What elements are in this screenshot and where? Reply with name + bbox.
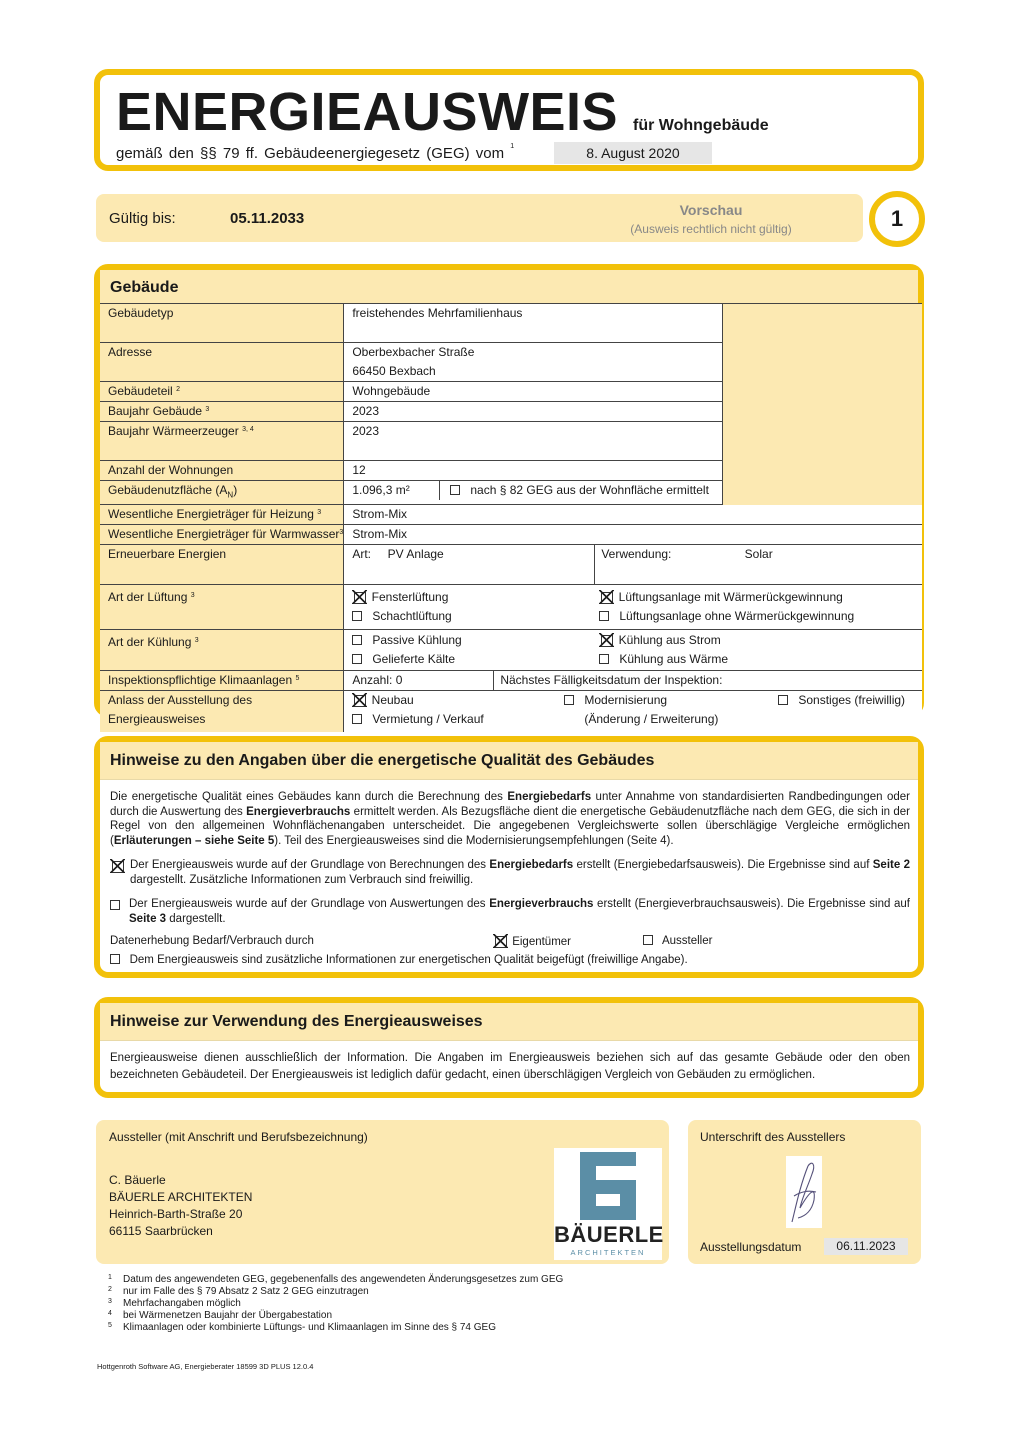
collect-owner-label: Eigentümer [512, 936, 572, 948]
part-label-text: Gebäudeteil [108, 384, 173, 398]
vent-window-option [352, 588, 599, 607]
footnote-2-text: nur im Falle des § 79 Absatz 2 Satz 2 GEG einzutragen [123, 1286, 369, 1297]
cool-passive-label: Passive Kühlung [372, 633, 462, 648]
footnote-3-text: Mehrfachangaben möglich [123, 1298, 241, 1309]
demand-option [110, 858, 910, 887]
photo-area [723, 304, 922, 525]
heater-year-value: 2023 [344, 422, 723, 461]
vent-recovery-label: Lüftungsanlage mit Wärmerückgewinnung [618, 590, 843, 605]
reason-new-option [352, 691, 564, 710]
vent-shaft-option [352, 607, 599, 626]
cool-delivered-checkbox[interactable] [352, 654, 362, 664]
c1-d: Seite 2 [872, 859, 911, 871]
consumption-checkbox[interactable] [110, 900, 120, 910]
reason-other-checkbox[interactable] [778, 695, 788, 705]
issuer-city: 66115 Saarbrücken [109, 1224, 213, 1238]
ac-label [100, 671, 344, 691]
part-value: Wohngebäude [344, 382, 723, 402]
cooling-label [100, 630, 344, 671]
building-section [94, 264, 924, 727]
heater-year-label-text: Baujahr Wärmeerzeuger [108, 424, 239, 438]
ac-count: Anzahl: 0 [344, 671, 494, 690]
footnote-5 [108, 1322, 808, 1334]
document-subtitle: für Wohngebäude [633, 117, 769, 134]
cool-power-option [599, 631, 728, 650]
collect-issuer-label: Aussteller [661, 935, 713, 947]
ac-next: Nächstes Fälligkeitsdatum der Inspektion: [500, 673, 723, 688]
reason-mod-note: (Änderung / Erweiterung) [584, 712, 719, 727]
qp-b: Energiebedarfs [507, 791, 592, 803]
page-number: 1 [890, 206, 904, 231]
qp-f: Erläuterungen – siehe Seite 5 [113, 834, 275, 847]
part-sup: 2 [176, 386, 180, 393]
part-label [100, 382, 344, 402]
footnote-1-text: Datum des angewendeten GEG, gegebenenfalls des angewendeten Änderungsgesetzes zum GEG [123, 1274, 564, 1285]
vent-window-label: Fensterlüftung [371, 590, 449, 605]
footnote-4 [108, 1310, 808, 1322]
signature-label: Unterschrift des Ausstellers [700, 1130, 846, 1144]
ventilation-sup: 3 [190, 592, 195, 600]
reason-cell [344, 691, 922, 733]
renewable-label: Erneuerbare Energien [100, 545, 344, 585]
reason-mod-option [564, 691, 778, 710]
ventilation-cell [344, 585, 922, 630]
table-row [100, 630, 922, 671]
cooling-label-text: Art der Kühlung [108, 635, 192, 650]
table-row [100, 671, 922, 691]
footnote-5-text: Klimaanlagen oder kombinierte Lüftungs- und Klimaanlagen im Sinne des § 74 GEG [123, 1322, 496, 1333]
header-box [94, 69, 924, 171]
table-row [100, 525, 922, 545]
validity-date: 05.11.2033 [230, 210, 305, 227]
reason-label-1: Anlass der Ausstellung des [108, 693, 253, 708]
cool-passive-checkbox[interactable] [352, 635, 362, 645]
reason-rent-option [352, 710, 564, 729]
area-cell [344, 481, 723, 505]
footnote-1 [108, 1274, 808, 1286]
renewable-kind-value: PV Anlage [387, 547, 444, 562]
preview-label: Vorschau [679, 202, 743, 218]
area-option [440, 481, 719, 500]
footnote-2 [108, 1286, 808, 1298]
legal-basis-sup: 1 [510, 143, 515, 150]
preview-note: (Ausweis rechtlich nicht gültig) [630, 222, 792, 236]
vent-recovery-option [599, 588, 854, 607]
quality-section [94, 736, 924, 978]
cool-power-checkbox[interactable] [599, 633, 615, 647]
qp-d: Energieverbrauchs [246, 805, 351, 818]
footnotes [108, 1274, 808, 1334]
heating-carrier-label [100, 505, 344, 525]
c2-d: Seite 3 [129, 912, 167, 925]
cool-heat-label: Kühlung aus Wärme [619, 652, 729, 667]
usage-section [94, 997, 924, 1098]
vent-shaft-label: Schachtlüftung [372, 609, 452, 624]
table-row [100, 505, 922, 525]
legal-basis [116, 145, 514, 162]
demand-checkbox[interactable] [110, 859, 126, 873]
c1-c: erstellt (Energiebedarfsausweis). Die Ergebnisse sind auf [573, 859, 873, 871]
c1-a: Der Energieausweis wurde auf der Grundlage von Berechnungen des [130, 859, 490, 871]
validity-panel [96, 194, 863, 242]
issuer-street: Heinrich-Barth-Straße 20 [109, 1207, 243, 1221]
reason-mod-checkbox[interactable] [564, 695, 574, 705]
c2-c: erstellt (Energieverbrauchsausweis). Die Ergebnisse sind auf [593, 898, 911, 910]
renewable-use-label: Verwendung: [601, 547, 672, 562]
qp-e: ermittelt werden. Als Bezugsfläche dient die energetische Gebäudenutzfläche nach dem GEG, die sich in der Regel von den allgemeinen Wohnflächenangaben unterscheidet. Die angegebenen Vergleichswerte sollen überschlägige Vergleiche ermöglichen ( [110, 805, 911, 847]
ac-cell [344, 671, 922, 691]
ventilation-label [100, 585, 344, 630]
issuer-label: Aussteller (mit Anschrift und Berufsbezeichnung) [109, 1130, 368, 1144]
logo-text: BÄUERLE [554, 1222, 664, 1247]
cooling-sup: 3 [194, 637, 199, 645]
footnote-5-num: 5 [108, 1322, 112, 1329]
issue-date: 06.11.2023 [824, 1238, 908, 1255]
extra-info-option [110, 953, 910, 968]
footnote-3-num: 3 [108, 1298, 112, 1305]
cool-heat-checkbox[interactable] [599, 654, 609, 664]
footnote-4-text: bei Wärmenetzen Baujahr der Übergabestation [123, 1310, 333, 1321]
area-option-checkbox[interactable] [450, 485, 460, 495]
address-line1: Oberbexbacher Straße [344, 343, 723, 363]
c2-b: Energieverbrauchs [489, 898, 594, 910]
quality-paragraph [110, 790, 910, 848]
renewable-kind-label: Art: [352, 547, 371, 562]
area-option-label: nach § 82 GEG aus der Wohnfläche ermittelt [470, 483, 709, 497]
reason-new-label: Neubau [371, 693, 414, 708]
extra-info-checkbox[interactable] [110, 954, 120, 964]
software-credit: Hottgenroth Software AG, Energieberater 18599 3D PLUS 12.0.4 [97, 1362, 314, 1371]
issuer-name: C. Bäuerle [109, 1173, 166, 1187]
ventilation-label-text: Art der Lüftung [108, 590, 188, 605]
type-label: Gebäudetyp [100, 304, 344, 343]
logo-mark-icon [554, 1150, 662, 1222]
address-label: Adresse [100, 343, 344, 382]
year-label [100, 402, 344, 422]
heating-carrier-sup: 3 [317, 509, 322, 517]
footnote-2-num: 2 [108, 1286, 112, 1293]
year-label-text: Baujahr Gebäude [108, 404, 203, 418]
reason-rent-label: Vermietung / Verkauf [372, 712, 484, 727]
cooling-cell [344, 630, 922, 671]
heater-year-label [100, 422, 344, 461]
c1-e: dargestellt. Zusätzliche Informationen zum Verbrauch sind freiwillig. [130, 873, 474, 886]
footnote-4-num: 4 [108, 1310, 112, 1317]
table-row [100, 545, 922, 585]
reason-other-label: Sonstiges (freiwillig) [798, 693, 906, 708]
water-carrier-sup: 3 [339, 529, 344, 537]
signature-panel [688, 1120, 921, 1264]
collect-issuer-checkbox[interactable] [643, 935, 653, 945]
cool-delivered-label: Gelieferte Kälte [372, 652, 456, 667]
cool-power-label: Kühlung aus Strom [618, 633, 721, 648]
signature-image [786, 1156, 822, 1228]
usage-title: Hinweise zur Verwendung des Energieausweises [100, 1003, 918, 1041]
consumption-option [110, 897, 910, 926]
data-collection-row [110, 934, 910, 949]
area-label-text: Gebäudenutzfläche (A [108, 483, 228, 497]
building-title: Gebäude [100, 270, 918, 303]
usage-text: Energieausweise dienen ausschließlich der Information. Die Angaben im Energieausweis beziehen sich auf das gesamte Gebäude oder den oben bezeichneten Gebäudeteil. Der Energieausweis ist lediglich dafür gedacht, einen überschlägigen Vergleich von Gebäuden zu ermöglichen. [110, 1052, 910, 1081]
cool-passive-option [352, 631, 599, 650]
issuer-panel [96, 1120, 669, 1264]
water-carrier-label-text: Wesentliche Energieträger für Warmwasser [108, 527, 340, 542]
units-value: 12 [344, 461, 723, 481]
page-number-badge [869, 191, 925, 247]
issuer-address [109, 1172, 252, 1240]
cool-delivered-option [352, 650, 599, 669]
footnote-3 [108, 1298, 808, 1310]
heating-carrier-value: Strom-Mix [344, 505, 922, 525]
building-table [100, 303, 922, 732]
validity-label: Gültig bis: [109, 210, 176, 227]
renewable-use [595, 545, 778, 584]
table-row [100, 691, 922, 733]
cool-heat-option [599, 650, 728, 669]
water-carrier-value: Strom-Mix [344, 525, 922, 545]
year-sup: 3 [205, 406, 210, 413]
type-value: freistehendes Mehrfamilienhaus [344, 304, 723, 343]
ac-sup: 5 [295, 675, 300, 683]
heating-carrier-label-text: Wesentliche Energieträger für Heizung [108, 507, 314, 522]
renewable-kind [344, 545, 595, 584]
area-value: 1.096,3 m² [344, 481, 440, 500]
collect-label: Datenerhebung Bedarf/Verbrauch durch [110, 935, 314, 947]
footnote-1-num: 1 [108, 1274, 112, 1281]
table-row [100, 585, 922, 630]
c2-a: Der Energieausweis wurde auf der Grundlage von Auswertungen des [129, 898, 490, 910]
table-row [100, 304, 922, 343]
logo-subtext: ARCHITEKTEN [570, 1248, 646, 1257]
renewable-cell [344, 545, 922, 585]
water-carrier-label [100, 525, 344, 545]
c1-b: Energiebedarfs [489, 859, 574, 871]
units-label: Anzahl der Wohnungen [100, 461, 344, 481]
year-value: 2023 [344, 402, 723, 422]
c2-e: dargestellt. [166, 912, 226, 925]
extra-info-label: Dem Energieausweis sind zusätzliche Informationen zur energetischen Qualität beigefügt (freiwillige Angabe). [129, 954, 688, 966]
company-logo [554, 1148, 662, 1260]
collect-owner-option [493, 934, 571, 950]
area-sub: N [227, 490, 234, 500]
reason-new-checkbox[interactable] [352, 693, 368, 707]
legal-basis-text: gemäß den §§ 79 ff. Gebäudeenergiegesetz (GEG) vom [116, 145, 505, 162]
heater-year-sup: 3, 4 [242, 426, 254, 433]
collect-issuer-option [643, 934, 712, 949]
signature-scribble-icon [786, 1156, 822, 1228]
reason-mod-label: Modernisierung [584, 693, 668, 708]
reason-label [100, 691, 344, 733]
ac-label-text: Inspektionspflichtige Klimaanlagen [108, 673, 293, 688]
renewable-use-value: Solar [744, 547, 773, 562]
issue-date-label: Ausstellungsdatum [700, 1240, 802, 1254]
area-label [100, 481, 344, 505]
reason-other-option [778, 691, 905, 710]
reason-label-2: Energieausweises [108, 712, 206, 727]
vent-no-recovery-option [599, 607, 854, 626]
qp-c: unter Annahme von standardisierten Randbedingungen oder durch die Auswertung des [110, 791, 910, 818]
area-label-end: ) [233, 483, 238, 497]
vent-recovery-checkbox[interactable] [599, 590, 615, 604]
legal-basis-date: 8. August 2020 [554, 142, 712, 164]
vent-shaft-checkbox[interactable] [352, 611, 362, 621]
address-line2: 66450 Bexbach [344, 362, 723, 382]
vent-window-checkbox[interactable] [352, 590, 368, 604]
reason-rent-checkbox[interactable] [352, 714, 362, 724]
quality-title: Hinweise zu den Angaben über die energetische Qualität des Gebäudes [100, 742, 918, 780]
vent-no-recovery-checkbox[interactable] [599, 611, 609, 621]
collect-owner-checkbox[interactable] [493, 934, 509, 948]
document-title: ENERGIEAUSWEIS [116, 82, 619, 142]
qp-a: Die energetische Qualität eines Gebäudes kann durch die Berechnung des [110, 791, 508, 803]
vent-no-recovery-label: Lüftungsanlage ohne Wärmerückgewinnung [619, 609, 855, 624]
issuer-company: BÄUERLE ARCHITEKTEN [109, 1190, 253, 1204]
qp-g: ). Teil des Energieausweises sind die Modernisierungsempfehlungen (Seite 4). [274, 834, 674, 847]
